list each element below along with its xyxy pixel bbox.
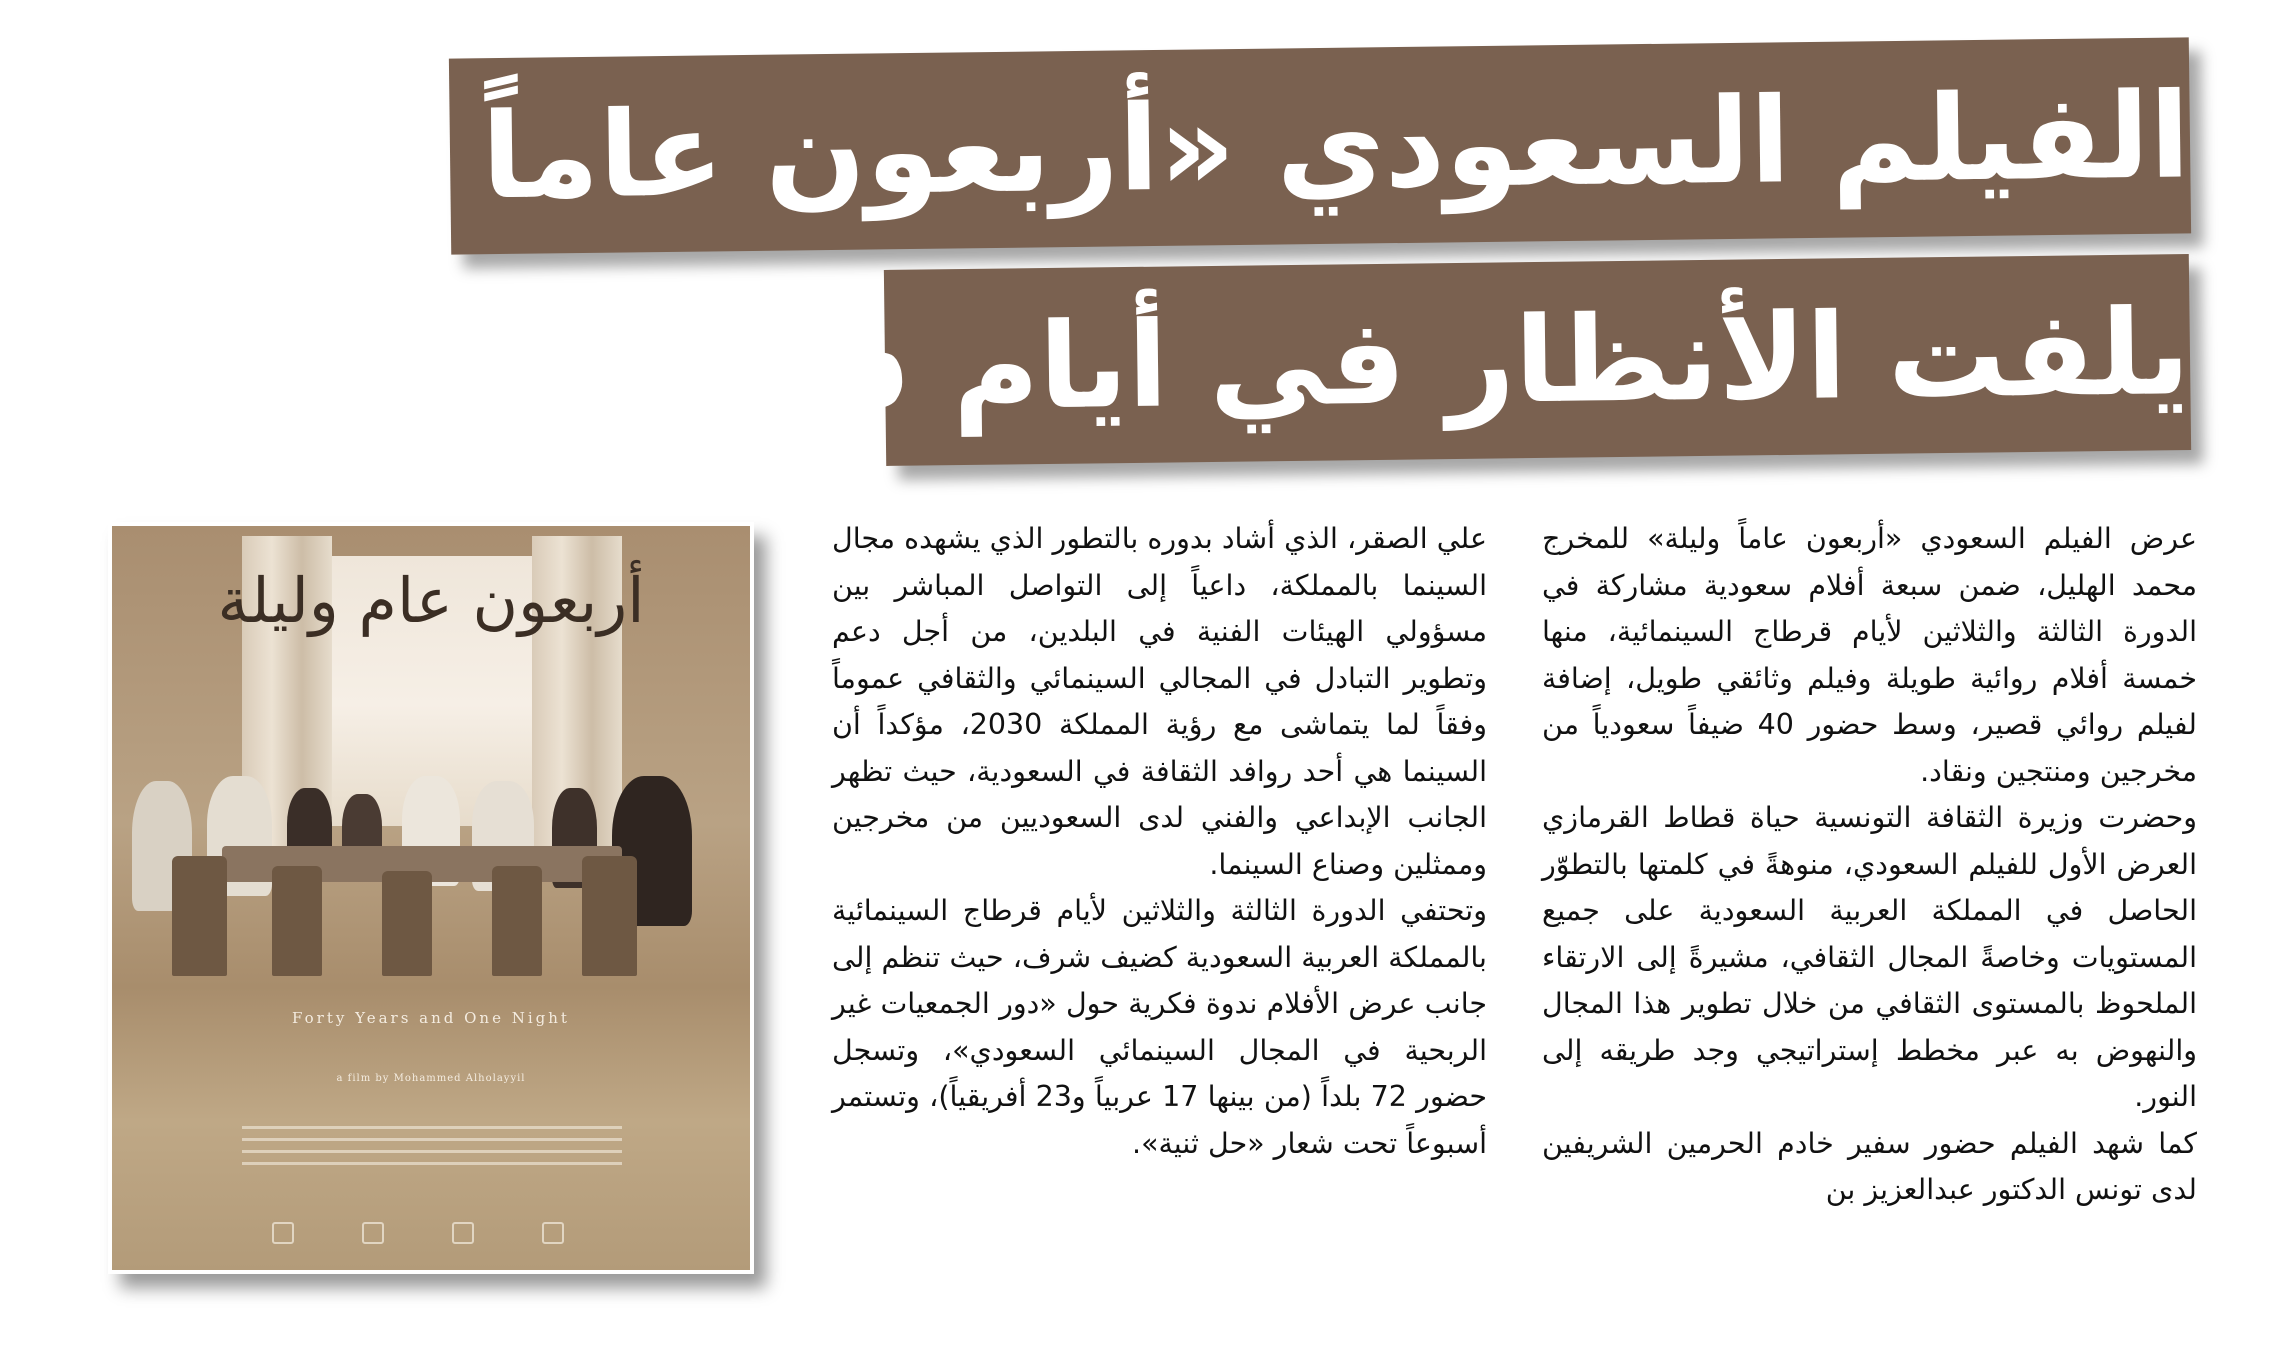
article-paragraph: وتحتفي الدورة الثالثة والثلاثين لأيام قرطاج السينمائية بالمملكة العربية السعودية كضيف شرف، حيث تنظم إلى جانب عرض الأفلام ندوة فكرية حول «دور الجمعيات غير الربحية في المجال السينمائي السعودي»، وتسجل حضور 72 بلداً (من بينها 17 عربياً و23 أفريقياً)، وتستمر أسبوعاً تحت شعار «حل ثنية». bbox=[832, 894, 1488, 1160]
poster-credits-block bbox=[242, 1162, 622, 1165]
poster-credits-block bbox=[242, 1126, 622, 1129]
article-column-right bbox=[1542, 516, 2197, 1214]
article-paragraph: علي الصقر، الذي أشاد بدوره بالتطور الذي يشهده مجال السينما بالمملكة، داعياً إلى التواصل المباشر بين مسؤولي الهيئات الفنية في البلدين، من أجل دعم وتطوير التبادل في المجالي السينمائي والثقافي عموماً وفقاً لما يتماشى مع رؤية المملكة 2030، مؤكداً أن السينما هي أحد روافد الثقافة في السعودية، حيث تظهر الجانب الإبداعي والفني لدى السعوديين من مخرجين وممثلين وصناع السينما. bbox=[832, 522, 1487, 881]
sponsor-logo-icon bbox=[452, 1222, 474, 1244]
poster-chair bbox=[172, 856, 227, 976]
poster-chair bbox=[272, 866, 322, 976]
sponsor-logo-icon bbox=[362, 1222, 384, 1244]
poster-english-title: Forty Years and One Night bbox=[292, 1009, 570, 1027]
film-poster-photo bbox=[108, 522, 754, 1274]
article-paragraph: وحضرت وزيرة الثقافة التونسية حياة قطاط القرمازي العرض الأول للفيلم السعودي، منوهةً في كلمتها بالتطوّر الحاصل في المملكة العربية السعودية على جميع المستويات وخاصةً المجال الثقافي، مشيرةً إلى الارتقاء الملحوظ بالمستوى الثقافي من خلال تطوير هذا المجال والنهوض به عبر مخطط إستراتيجي وجد طريقه إلى النور. bbox=[1542, 801, 2197, 1113]
poster-chair bbox=[382, 871, 432, 976]
sponsor-logo-icon bbox=[542, 1222, 564, 1244]
poster-credit: a film by Mohammed Alholayyil bbox=[336, 1073, 526, 1084]
poster-credits-block bbox=[242, 1138, 622, 1141]
article-paragraph: كما شهد الفيلم حضور سفير خادم الحرمين الشريفين لدى تونس الدكتور عبدالعزيز بن bbox=[1542, 1126, 2197, 1206]
poster-credits-block bbox=[242, 1150, 622, 1153]
headline-line-1: الفيلم السعودي «أربعون عاماً وليلة» bbox=[449, 37, 2191, 254]
poster-chair bbox=[492, 866, 542, 976]
article-paragraph: عرض الفيلم السعودي «أربعون عاماً وليلة» للمخرج محمد الهليل، ضمن سبعة أفلام سعودية مشاركة في الدورة الثالثة والثلاثين لأيام قرطاج السينمائية، منها خمسة أفلام روائية طويلة وفيلم وثائقي طويل، إضافة لفيلم روائي قصير، وسط حضور 40 ضيفاً سعودياً من مخرجين ومنتجين ونقاد. bbox=[1542, 522, 2197, 788]
poster-arabic-title: أربعون عام وليلة bbox=[217, 564, 645, 637]
sponsor-logo-icon bbox=[272, 1222, 294, 1244]
poster-chair bbox=[582, 856, 637, 976]
article-column-middle bbox=[832, 516, 1487, 1167]
film-poster bbox=[112, 526, 750, 1270]
headline-line-2: يلفت الأنظار في أيام قرطاج bbox=[884, 254, 2191, 466]
